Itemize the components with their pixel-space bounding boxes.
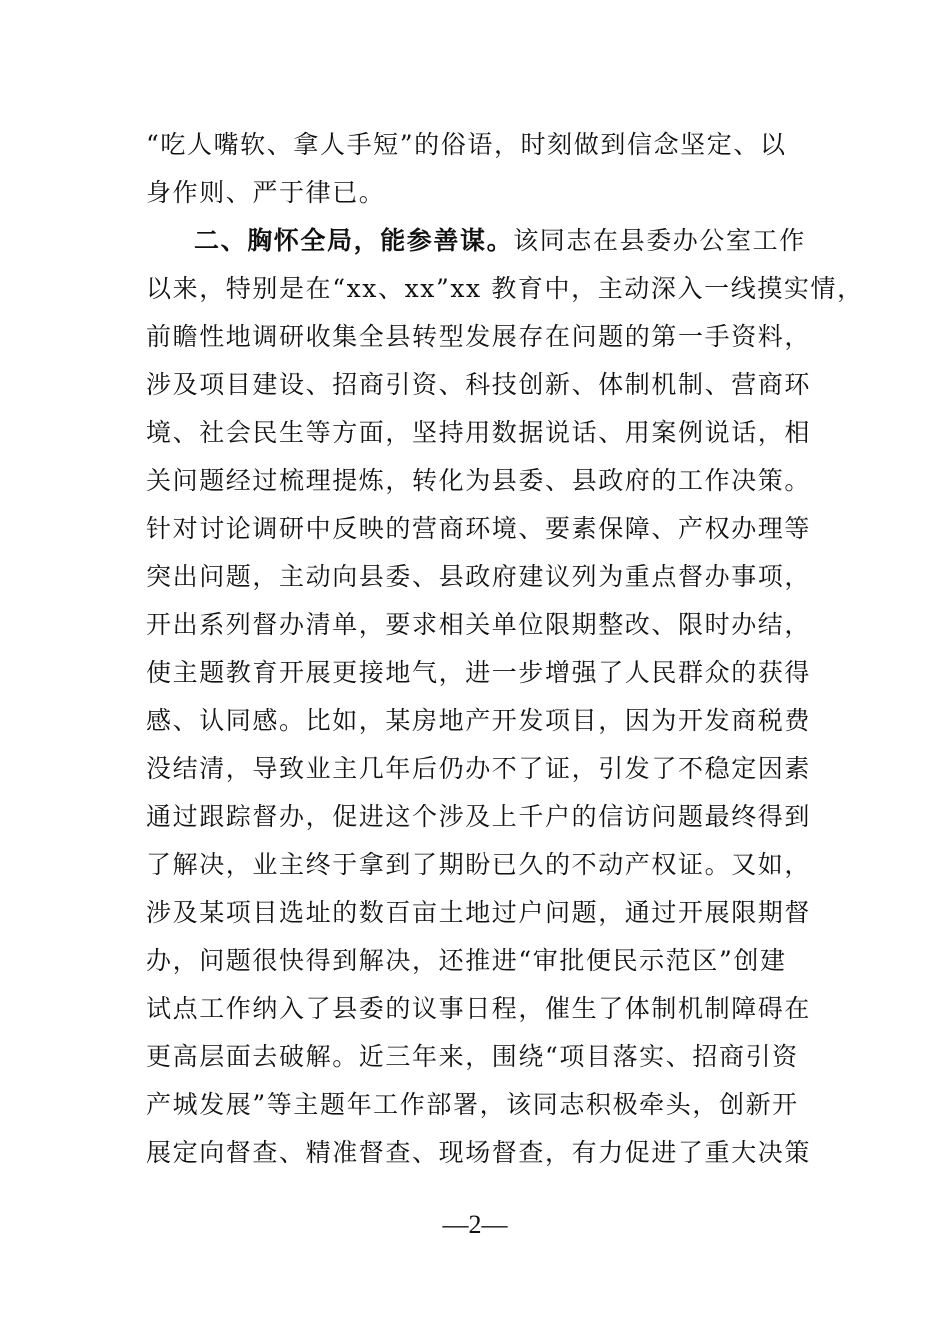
- text-line: 更高层面去破解。近三年来，围绕“项目落实、招商引资: [146, 1042, 799, 1071]
- page-number: —2—: [442, 1210, 508, 1239]
- text-line: 使主题教育开展更接地气，进一步增强了人民群众的获得: [146, 658, 812, 687]
- text-line: 了解决，业主终于拿到了期盼已久的不动产权证。又如，: [146, 850, 812, 879]
- text-line: 涉及项目建设、招商引资、科技创新、体制机制、营商环: [146, 370, 812, 399]
- section-heading-line: [194, 223, 806, 259]
- text-line: 关问题经过梳理提炼，转化为县委、县政府的工作决策。: [146, 466, 812, 495]
- text-line: 办，问题很快得到解决，还推进“审批便民示范区”创建: [146, 946, 787, 975]
- text-line: 突出问题，主动向县委、县政府建议列为重点督办事项，: [146, 562, 812, 591]
- text-line: 通过跟踪督办，促进这个涉及上千户的信访问题最终得到: [146, 802, 812, 831]
- text-line: 以来，特别是在“xx、xx”xx 教育中，主动深入一线摸实情，: [146, 274, 864, 303]
- section-heading: 二、胸怀全局，能参善谋。: [194, 226, 514, 255]
- text-line: 前瞻性地调研收集全县转型发展存在问题的第一手资料，: [146, 322, 812, 351]
- text-line: 试点工作纳入了县委的议事日程，催生了体制机制障碍在: [146, 994, 812, 1023]
- text-line: 没结清，导致业主几年后仍办不了证，引发了不稳定因素: [146, 754, 812, 783]
- text-line: 产城发展”等主题年工作部署，该同志积极牵头，创新开: [146, 1090, 799, 1119]
- text-line: 境、社会民生等方面，坚持用数据说话、用案例说话，相: [146, 418, 812, 447]
- text-line: 涉及某项目选址的数百亩土地过户问题，通过开展限期督: [146, 898, 812, 927]
- text-line: “吃人嘴软、拿人手短”的俗语，时刻做到信念坚定、以: [146, 130, 787, 159]
- text-line: 展定向督查、精准督查、现场督查，有力促进了重大决策: [146, 1138, 812, 1167]
- text-line: 身作则、严于律已。: [146, 178, 386, 207]
- text-line: 针对讨论调研中反映的营商环境、要素保障、产权办理等: [146, 514, 812, 543]
- text-line: 开出系列督办清单，要求相关单位限期整改、限时办结，: [146, 610, 812, 639]
- section-lead-text: 该同志在县委办公室工作: [513, 226, 806, 255]
- text-line: 感、认同感。比如，某房地产开发项目，因为开发商税费: [146, 706, 812, 735]
